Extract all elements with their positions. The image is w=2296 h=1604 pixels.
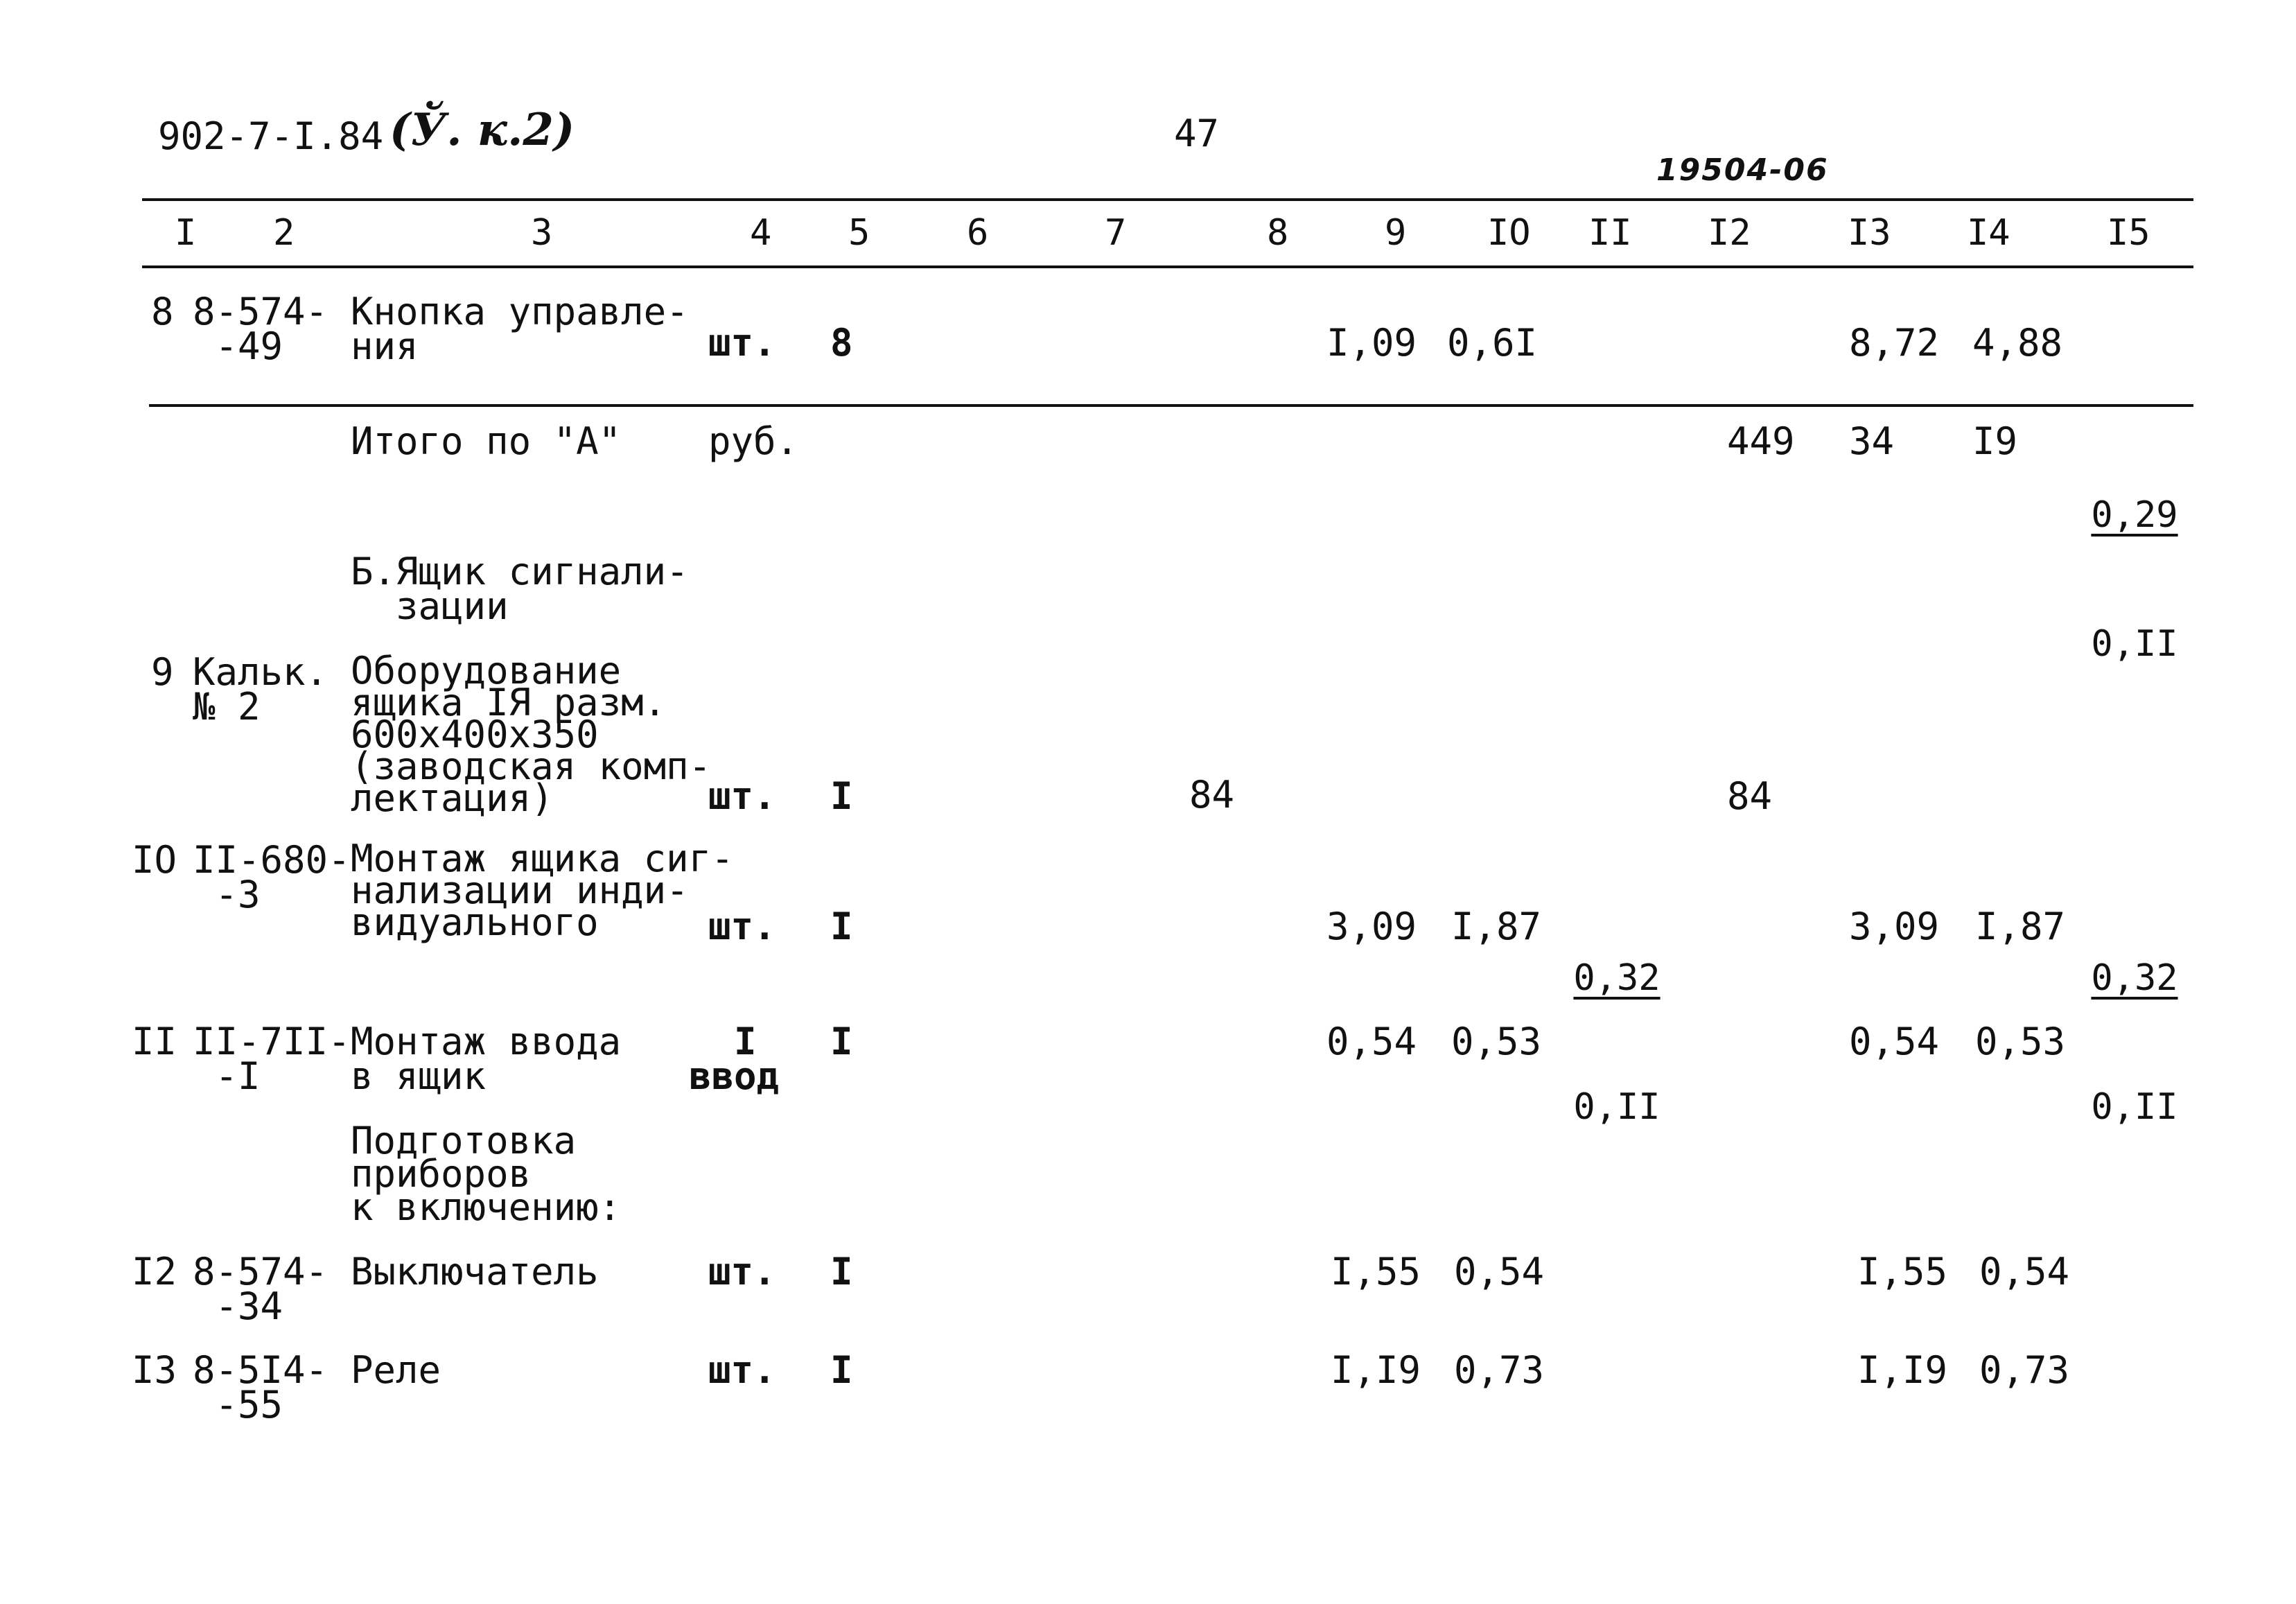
cell-c9: 3,09 <box>1326 905 1417 948</box>
row-name: Выключатель <box>351 1250 599 1293</box>
row-unit: шт. <box>708 1348 776 1392</box>
cell-c13: I,I9 <box>1857 1348 1948 1392</box>
row-name: Монтаж ввода в ящик <box>351 1020 622 1098</box>
subtotal-unit: руб. <box>708 419 799 463</box>
row-name: Реле <box>351 1348 441 1392</box>
col-header: I <box>175 212 197 254</box>
cell-c10: 0,53 <box>1451 1020 1542 1063</box>
cell-c14: 0,73 <box>1979 1348 2070 1392</box>
col-header: IO <box>1487 212 1531 254</box>
page-number: 47 <box>1174 112 1220 155</box>
inventory-stamp: 19504-06 <box>1656 152 1829 188</box>
row-unit: шт. <box>708 774 776 818</box>
row-unit: I ввод <box>689 1020 780 1098</box>
subtotal-rule <box>149 404 2193 407</box>
row-number: 8 <box>151 290 174 333</box>
cell-c8: 84 <box>1189 773 1235 817</box>
cell-c9: 0,54 <box>1326 1020 1417 1063</box>
doc-code: 902-7-I.84 <box>158 114 384 158</box>
cell-c11-fraction <box>1565 871 1669 1214</box>
row-code: 8-5I4- -55 <box>193 1348 328 1427</box>
col-header: 3 <box>531 212 553 254</box>
row-code: Кальк. № 2 <box>193 650 328 729</box>
fraction-numerator: 0,29 <box>2091 494 2178 536</box>
cell-c9: I,I9 <box>1331 1348 1421 1392</box>
cell-c13: I,55 <box>1857 1250 1948 1293</box>
row-number: I3 <box>132 1348 177 1392</box>
row-qty: I <box>830 905 853 948</box>
row-number: II <box>132 1020 177 1063</box>
col-header: 6 <box>967 212 989 254</box>
row-number: I2 <box>132 1250 177 1293</box>
row-qty: I <box>830 774 853 818</box>
col-header: I4 <box>1967 212 2010 254</box>
row-qty: I <box>830 1250 853 1293</box>
cell-c10: I,87 <box>1451 905 1542 948</box>
row-number: IO <box>132 838 177 882</box>
cell-c15-fraction <box>2086 871 2183 1214</box>
row-unit: шт. <box>708 1250 776 1293</box>
col-header: 8 <box>1267 212 1289 254</box>
col-header: 9 <box>1385 212 1407 254</box>
col-header: 4 <box>750 212 772 254</box>
col-header: 2 <box>273 212 295 254</box>
cell-c14: I,87 <box>1975 905 2066 948</box>
table-top-rule <box>142 198 2193 201</box>
cell-c14: 4,88 <box>1972 321 2063 365</box>
doc-volume-note: (Ў. к.2) <box>389 104 575 156</box>
row-number: 9 <box>151 650 174 694</box>
row-code: II-680- -3 <box>193 838 351 916</box>
cell-c10: 0,6I <box>1447 321 1538 365</box>
col-header: 5 <box>848 212 870 254</box>
row-name: Оборудование ящика IЯ разм. 600х400х350 (заводская комп- лектация) <box>351 649 712 820</box>
row-name: Кнопка управле- ния <box>351 290 689 368</box>
header-bottom-rule <box>142 265 2193 268</box>
row-unit: шт. <box>708 321 776 365</box>
fraction-denominator: 0,II <box>1573 1086 1660 1128</box>
cell-c10: 0,54 <box>1454 1250 1545 1293</box>
col-header: I5 <box>2107 212 2150 254</box>
row-code: II-7II- -I <box>193 1020 351 1098</box>
cell-c10: 0,73 <box>1454 1348 1545 1392</box>
row-unit: шт. <box>708 905 776 948</box>
row-qty: 8 <box>830 321 853 365</box>
subtotal-label: Итого по "А" <box>351 419 622 463</box>
subtotal-c14: I9 <box>1972 419 2018 463</box>
fraction-denominator: 0,II <box>2091 623 2178 665</box>
row-qty: I <box>830 1348 853 1392</box>
subheading: Подготовка приборов к включению: <box>351 1119 622 1229</box>
cell-c9: I,09 <box>1326 321 1417 365</box>
fraction-numerator: 0,32 <box>1573 957 1660 999</box>
cell-c13: 0,54 <box>1849 1020 1940 1063</box>
row-code: 8-574- -49 <box>193 290 328 368</box>
subtotal-c13: 34 <box>1849 419 1895 463</box>
row-name: Монтаж ящика сиг- нализации инди- видуального <box>351 837 734 944</box>
section-heading: Б.Ящик сигнали- зации <box>351 550 689 628</box>
col-header: II <box>1588 212 1632 254</box>
col-header: 7 <box>1105 212 1127 254</box>
fraction-numerator: 0,32 <box>2091 957 2178 999</box>
cell-c13: 8,72 <box>1849 321 1940 365</box>
col-header: I2 <box>1708 212 1751 254</box>
subtotal-c12: 449 <box>1727 419 1795 463</box>
row-code: 8-574- -34 <box>193 1250 328 1328</box>
cell-c14: 0,53 <box>1975 1020 2066 1063</box>
cell-c13: 3,09 <box>1849 905 1940 948</box>
cell-c9: I,55 <box>1331 1250 1421 1293</box>
row-qty: I <box>830 1020 853 1063</box>
fraction-denominator: 0,II <box>2091 1086 2178 1128</box>
cell-c12: 84 <box>1727 774 1773 818</box>
subtotal-c15-fraction <box>2086 408 2183 751</box>
cell-c14: 0,54 <box>1979 1250 2070 1293</box>
col-header: I3 <box>1848 212 1891 254</box>
